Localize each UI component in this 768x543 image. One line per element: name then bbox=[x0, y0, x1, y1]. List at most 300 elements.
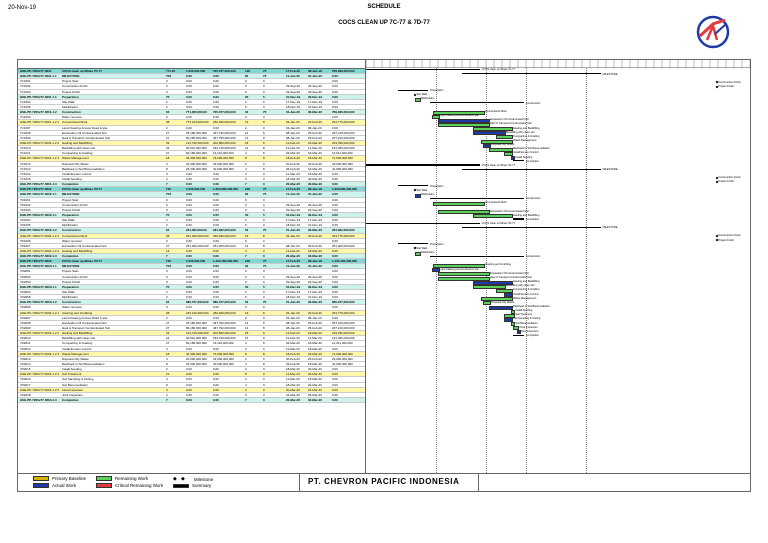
cell-n6: 0.00 bbox=[332, 125, 338, 130]
cell-n6: 0.00 bbox=[332, 377, 338, 382]
gantt-bar bbox=[462, 73, 601, 74]
cell-d1: 20-Mar-20 bbox=[286, 398, 301, 402]
cell-name: Completion bbox=[62, 182, 79, 187]
cell-id: 7D2003 bbox=[20, 279, 31, 284]
cell-n6: 880,077,000,000 bbox=[332, 300, 355, 305]
cell-d2: 08-Jan-18 bbox=[308, 187, 322, 192]
cell-n1: 27 bbox=[166, 320, 170, 325]
actual-swatch bbox=[33, 483, 49, 488]
cell-name: Site Walk bbox=[62, 99, 75, 104]
cell-name: Compacting & Grading bbox=[62, 341, 93, 346]
cell-n3: 0.00 bbox=[213, 202, 219, 207]
cell-d2: 20-Mar-20 bbox=[308, 176, 322, 181]
cell-d2: 25-Feb-20 bbox=[308, 130, 322, 135]
footer-divider bbox=[478, 474, 479, 491]
cell-n4: 2 bbox=[245, 290, 247, 295]
critical-swatch bbox=[96, 483, 112, 488]
gantt-bar-label: Completion bbox=[525, 334, 539, 337]
cell-n5: 0 bbox=[263, 176, 265, 181]
cell-d2: 25-Feb-20 bbox=[308, 135, 322, 140]
cell-n3: 260,929,000,000 bbox=[213, 233, 236, 238]
cell-n5: 0 bbox=[263, 367, 265, 372]
cell-d2: 18-Mar-20 bbox=[308, 248, 322, 253]
cell-name: Project Finish bbox=[62, 279, 81, 284]
cell-n1: 0 bbox=[166, 274, 168, 279]
cell-n2: 0.00 bbox=[186, 115, 192, 120]
cell-d2: 30-Mar-20 bbox=[308, 228, 323, 233]
cell-n4: 19 bbox=[245, 310, 249, 315]
cell-n1: 0 bbox=[166, 202, 168, 207]
cell-n4: 108 bbox=[245, 259, 251, 264]
cell-d1: 17-Dec-19 bbox=[286, 99, 301, 104]
cell-n6: 0.00 bbox=[332, 104, 338, 109]
cell-d1: 18-Feb-20 bbox=[286, 156, 300, 161]
cell-n4: 84 bbox=[245, 192, 249, 197]
cell-d2: 30-Mar-20 bbox=[308, 254, 323, 259]
cell-n2: 0.00 bbox=[186, 192, 192, 197]
gantt-bar-label: Install Seeding bbox=[515, 309, 533, 313]
cell-n4: 0 bbox=[245, 295, 247, 300]
gantt-bar-label: COCS clean up Minas 7C-77 bbox=[481, 68, 516, 72]
gantt-bar-label: Install Seeding bbox=[515, 155, 533, 159]
gantt-bar bbox=[398, 90, 429, 91]
gantt-bar-label: Soil Bioremediation bbox=[515, 321, 538, 325]
company-logo bbox=[695, 12, 733, 52]
cell-id: 7C1013 bbox=[20, 166, 31, 171]
cell-n5: 75 bbox=[263, 228, 267, 233]
legend-label: Primary Baseline bbox=[52, 476, 87, 481]
legend-summary bbox=[173, 483, 211, 488]
cell-d2: 20-Mar-20 bbox=[308, 372, 322, 377]
cell-n6: 0.00 bbox=[332, 182, 338, 187]
cell-name: Completion bbox=[62, 398, 79, 402]
cell-n3: 0.00 bbox=[213, 197, 219, 202]
cell-d2: 25-Feb-20 bbox=[308, 320, 322, 325]
cell-name: COCS clean up Minas 7D-77 bbox=[62, 259, 103, 264]
cell-id: 7D2004 bbox=[20, 290, 31, 295]
cell-n4: 8 bbox=[245, 156, 247, 161]
cell-n6: 0.00 bbox=[332, 290, 338, 295]
cell-n3: 705,077,000,000 bbox=[213, 69, 236, 73]
cell-d2: 18-Mar-20 bbox=[308, 140, 322, 145]
cell-n2: 26,300,000,000 bbox=[186, 166, 207, 171]
cell-d1: 11-Feb-20 bbox=[286, 146, 300, 151]
cell-name: Mobilization bbox=[62, 223, 78, 228]
cell-n4: 12 bbox=[245, 336, 249, 341]
cell-d1: 01-Jan-20 bbox=[286, 110, 300, 115]
cell-id: 7C1007 bbox=[20, 125, 31, 130]
cell-n6: 0.00 bbox=[332, 248, 338, 253]
cell-n5: 8 bbox=[263, 362, 265, 367]
cell-d1: 11-Feb-20 bbox=[286, 336, 300, 341]
gantt-bar-label: Mobilization bbox=[420, 97, 435, 101]
cell-n6: 0.00 bbox=[332, 79, 338, 84]
cell-name: Joint Inspection bbox=[62, 392, 83, 397]
gantt-bar-label: Backfilling with clean soil bbox=[505, 130, 535, 134]
gantt-bar-label: Conventional Work bbox=[484, 201, 507, 205]
cell-id: 7D2006 bbox=[20, 305, 31, 310]
cell-d1: 29-Sep-20 bbox=[286, 89, 301, 94]
cell-n6: 0.00 bbox=[332, 94, 338, 99]
cell-n5: 8 bbox=[263, 331, 265, 336]
cell-name: Water removal bbox=[62, 305, 82, 310]
cell-n1: 2 bbox=[166, 295, 168, 300]
gantt-bar-label: Construction Finish bbox=[718, 80, 741, 84]
cell-n1: 753 bbox=[166, 74, 172, 79]
cell-d1: 17-Feb-20 bbox=[286, 259, 301, 264]
cell-n2: 26,300,000,000 bbox=[186, 362, 207, 367]
cell-name: Project Start bbox=[62, 79, 79, 84]
cell-n2: 00,510,000,000 bbox=[186, 146, 207, 151]
cell-n1: 64 bbox=[166, 110, 170, 115]
cell-n1: 4 bbox=[166, 356, 168, 361]
cell-n6: 0.00 bbox=[332, 387, 338, 392]
cell-id: 7D2013 bbox=[20, 356, 31, 361]
cell-n5: 8 bbox=[263, 140, 265, 145]
cell-n5: 0 bbox=[263, 346, 265, 351]
cell-n5: 0 bbox=[263, 295, 265, 300]
cell-n5: 0 bbox=[263, 207, 265, 212]
cell-id: 7C1008 bbox=[20, 130, 31, 135]
cell-id: HSE-PP-7200x77-0003-1.2.5 bbox=[20, 387, 60, 392]
cell-n2: 80,180,000,000 bbox=[186, 326, 207, 331]
cell-n2: 0.00 bbox=[186, 290, 192, 295]
cell-n1: 27 bbox=[166, 130, 170, 135]
cell-d2: 18-Mar-20 bbox=[308, 351, 322, 356]
cell-n4: 0 bbox=[245, 392, 247, 397]
cell-id: 7D2012 bbox=[20, 346, 31, 351]
cell-name: Backhaul to Soil Bioremediation bbox=[62, 362, 105, 367]
cell-n2: 263,120,000,000 bbox=[186, 310, 209, 315]
cell-n4: 14 bbox=[245, 243, 249, 248]
legend-milestone bbox=[173, 476, 213, 482]
cell-n4: 8 bbox=[245, 351, 247, 356]
gantt-bar bbox=[430, 198, 524, 199]
cell-n6: 0.00 bbox=[332, 207, 338, 212]
cell-d2: 29-Sep-20 bbox=[308, 207, 323, 212]
cell-n6: 267,210,000,000 bbox=[332, 130, 355, 135]
cell-d1: 11-Feb-20 bbox=[286, 248, 300, 253]
cell-id: HSE-PP-7200x77-0003-1.1 bbox=[20, 264, 57, 269]
cell-name: Land Clearing Access Road & site bbox=[62, 125, 108, 130]
gantt-timescale bbox=[366, 60, 750, 68]
gantt-bar-label: Preparation bbox=[430, 184, 444, 188]
gantt-bar-label: COCS clean up Minas 7D-77 bbox=[481, 221, 516, 225]
cell-n2: 0.00 bbox=[186, 197, 192, 202]
cell-n1: 27 bbox=[166, 135, 170, 140]
cell-n2: 0.00 bbox=[186, 79, 192, 84]
cell-n5: 75 bbox=[263, 74, 267, 79]
cell-d1: 11-Mar-20 bbox=[286, 377, 300, 382]
cell-n2: 0.00 bbox=[186, 218, 192, 223]
cell-n1: 13 bbox=[166, 248, 170, 253]
cell-n4: 0 bbox=[245, 223, 247, 228]
cell-n3: 0.00 bbox=[213, 79, 219, 84]
cell-name: Install Seeding bbox=[62, 176, 82, 181]
cell-n3: 0.00 bbox=[213, 269, 219, 274]
cell-d2: 20-Feb-20 bbox=[308, 233, 322, 238]
cell-n4: 4 bbox=[245, 248, 247, 253]
cell-name: Final Inspection bbox=[62, 387, 84, 392]
cell-n4: 18 bbox=[245, 140, 249, 145]
gantt-bar-label: Construction bbox=[525, 101, 541, 105]
cell-n5: 0 bbox=[263, 161, 265, 166]
cell-name: Excavation Oil Contaminated Soil bbox=[62, 320, 107, 325]
cell-d1: 01-Dec-19 bbox=[286, 94, 301, 99]
cell-n4: 7 bbox=[245, 254, 247, 259]
cell-id: HSE-PP-7200x77-0001-1.2 bbox=[20, 110, 57, 115]
cell-id: 7D2018 bbox=[20, 392, 31, 397]
cell-n5: 0 bbox=[263, 398, 265, 402]
cell-id: 7D1007 bbox=[20, 243, 31, 248]
cell-n1: 18 bbox=[166, 156, 170, 161]
cell-n3: 0.00 bbox=[213, 192, 219, 197]
cell-name: MILESTONE bbox=[62, 264, 80, 269]
cell-name: Backfilling with clean soil bbox=[62, 336, 96, 341]
cell-name: Soil Sampling & Testing bbox=[62, 377, 94, 382]
cell-n6: 267,210,000,000 bbox=[332, 326, 355, 331]
cell-n6: 0.00 bbox=[332, 115, 338, 120]
cell-n6: 0.00 bbox=[332, 218, 338, 223]
cell-n3: 0.00 bbox=[213, 254, 219, 259]
cell-n1: 24 bbox=[166, 146, 170, 151]
cell-n5: 0 bbox=[263, 290, 265, 295]
cell-n3: 0.00 bbox=[213, 248, 219, 253]
cell-n2: 0.00 bbox=[186, 207, 192, 212]
cell-n5: 75 bbox=[263, 187, 267, 192]
cell-n4: 0 bbox=[245, 104, 247, 109]
cell-n5: 0 bbox=[263, 392, 265, 397]
cell-n2: 0.00 bbox=[186, 212, 192, 217]
cell-id: 7D1004 bbox=[20, 218, 31, 223]
cell-name: Construction bbox=[62, 228, 81, 233]
cell-n1: 2 bbox=[166, 104, 168, 109]
cell-n2: 0.00 bbox=[186, 392, 192, 397]
activity-rows bbox=[18, 69, 365, 403]
cell-d1: 08-Jan-20 bbox=[286, 243, 300, 248]
gantt-bar-label: Construction bbox=[525, 255, 541, 259]
cell-d2: 21-Dec-19 bbox=[308, 104, 323, 109]
cell-id: HSE-PP-7200x77-0001-1.1 bbox=[20, 94, 57, 99]
cell-name: Project Start bbox=[62, 197, 79, 202]
cell-n6: 191,325,000,000 bbox=[332, 336, 355, 341]
cell-n1: 0 bbox=[166, 79, 168, 84]
cell-name: Construction Finish bbox=[62, 84, 88, 89]
cell-n2: 0.00 bbox=[186, 305, 192, 310]
cell-name: Backfilling with clean soil bbox=[62, 146, 96, 151]
gantt-bar-label: Mobilization bbox=[420, 192, 435, 196]
cell-id: HSE-PP-7200x77-0002-1.2.2 bbox=[20, 248, 60, 253]
cell-n6: 769,936,000,000 bbox=[332, 110, 355, 115]
cell-n2: 0.00 bbox=[186, 279, 192, 284]
cell-d2: 29-Sep-20 bbox=[308, 279, 323, 284]
cell-d1: 18-Mar-20 bbox=[286, 382, 300, 387]
cell-d2: 30-Dec-19 bbox=[308, 212, 323, 217]
cell-n5: 8 bbox=[263, 351, 265, 356]
cell-n4: 0 bbox=[245, 197, 247, 202]
cell-n5: 8 bbox=[263, 310, 265, 315]
cell-n5: 0 bbox=[263, 305, 265, 310]
cell-id: 7D2005 bbox=[20, 295, 31, 300]
cell-n2: 0.00 bbox=[186, 377, 192, 382]
cell-id: 7C1004 bbox=[20, 99, 31, 104]
cell-d1: 11-Mar-20 bbox=[286, 171, 300, 176]
cell-id: 7C1003 bbox=[20, 89, 31, 94]
cell-n4: 2 bbox=[245, 387, 247, 392]
cell-n3: 0.00 bbox=[213, 274, 219, 279]
cell-n5: 5 bbox=[263, 284, 265, 289]
cell-id: 7D2008 bbox=[20, 320, 31, 325]
cell-id: 7C1002 bbox=[20, 84, 31, 89]
cell-n1: 27 bbox=[166, 151, 170, 156]
cell-n1: 4 bbox=[166, 161, 168, 166]
cell-n1: 753 bbox=[166, 264, 172, 269]
cell-name: Disposal Oily Waste bbox=[62, 161, 89, 166]
gantt-bar-label: Conventional Work bbox=[484, 109, 507, 113]
gantt-bar bbox=[430, 256, 524, 257]
cell-n3: 0.00 bbox=[213, 346, 219, 351]
cell-name: Water removal bbox=[62, 238, 82, 243]
cell-n5: 0 bbox=[263, 238, 265, 243]
cell-n2: 0.00 bbox=[186, 171, 192, 176]
cell-n1: 2 bbox=[166, 367, 168, 372]
cell-id: 7C1009 bbox=[20, 135, 31, 140]
cell-n3: 260,929,000,000 bbox=[213, 310, 236, 315]
cell-n4: 64 bbox=[245, 228, 249, 233]
cell-d2: 08-Jan-18 bbox=[308, 259, 322, 264]
cell-n1: 0 bbox=[166, 269, 168, 274]
cell-id: HSE-PP-7200x77-0003-1.2.4 bbox=[20, 372, 60, 377]
cell-n5: 8 bbox=[263, 233, 265, 238]
cell-n4: 0 bbox=[245, 176, 247, 181]
cell-n6: 1,100,160,000,000 bbox=[332, 259, 358, 264]
gantt-bar-label: Excavation Oil Contaminated Soil bbox=[490, 118, 529, 122]
gantt-bar-label: Clearing and Grubbing bbox=[484, 263, 511, 267]
cell-n4: 0 bbox=[245, 367, 247, 372]
cell-n1: 4 bbox=[166, 387, 168, 392]
cell-n1: 38 bbox=[166, 120, 170, 125]
cell-n3: 705,077,000,000 bbox=[213, 110, 236, 115]
cell-n2: 0.00 bbox=[186, 372, 192, 377]
gantt-bar-label: Project Finish bbox=[718, 85, 735, 88]
cell-d1: 29-Sep-20 bbox=[286, 84, 301, 89]
cell-d1: 11-Feb-20 bbox=[286, 331, 300, 336]
gantt-bar bbox=[489, 306, 513, 310]
cell-n4: 64 bbox=[245, 300, 249, 305]
cell-n5: 0 bbox=[263, 248, 265, 253]
cell-n2: 0.00 bbox=[186, 346, 192, 351]
gantt-bar-label: Excavation Oil Contaminated Soil bbox=[490, 271, 529, 275]
cell-n3: 0.00 bbox=[213, 372, 219, 377]
cell-n6: 0.00 bbox=[332, 274, 338, 279]
cell-n6: 71,900,000,000 bbox=[332, 156, 353, 161]
cell-n5: 8 bbox=[263, 130, 265, 135]
cell-d1: 17-Dec-19 bbox=[286, 218, 301, 223]
cell-n5: 8 bbox=[263, 120, 265, 125]
cell-n3: 0.00 bbox=[213, 89, 219, 94]
cell-n6: 0.00 bbox=[332, 171, 338, 176]
cell-n1: 8 bbox=[166, 166, 168, 171]
cell-d2: 29-Sep-20 bbox=[308, 84, 323, 89]
cell-n2: 143,720,000,000 bbox=[186, 331, 209, 336]
cell-d2: 17-Dec-19 bbox=[308, 99, 323, 104]
cell-n6: 0.00 bbox=[332, 212, 338, 217]
cell-n2: 0.00 bbox=[186, 104, 192, 109]
cell-d2: 08-Jan-20 bbox=[308, 315, 322, 320]
cell-n2: 1,000,000,000 bbox=[186, 187, 206, 192]
cell-n2: 0.00 bbox=[186, 254, 192, 259]
cell-n1: 2 bbox=[166, 315, 168, 320]
gantt-bar-label: Site Walk bbox=[416, 246, 428, 250]
cell-n4: 14 bbox=[245, 320, 249, 325]
gantt-bar-label: Backhaul to Soil Bioremediation bbox=[513, 147, 550, 151]
cell-d2: 29-Sep-20 bbox=[308, 274, 323, 279]
cell-n6: 12,011,000,000 bbox=[332, 341, 353, 346]
cell-n2: 25,180,000,000 bbox=[186, 130, 207, 135]
cell-n2: 143,720,000,000 bbox=[186, 140, 209, 145]
gantt-bar-label: Land Clearing Access Road & site bbox=[439, 114, 479, 118]
cell-n2: 771,000,000,00 bbox=[186, 110, 207, 115]
cell-n5: 8 bbox=[263, 135, 265, 140]
cell-n3: 251,000,000,000 bbox=[213, 243, 236, 248]
cell-d2: 20-Mar-20 bbox=[308, 367, 322, 372]
gantt-bar-label: Soil Treatment bbox=[515, 313, 533, 317]
cell-n2: 0.00 bbox=[186, 74, 192, 79]
cell-id: HSE-PP-7200x77-0001-1.2.1 bbox=[20, 120, 60, 125]
cell-d2: 30-Dec-19 bbox=[308, 94, 323, 99]
cell-n3: 184,720,000,000 bbox=[213, 336, 236, 341]
cell-n6: 267,210,000,000 bbox=[332, 135, 355, 140]
cell-n6: 0.00 bbox=[332, 392, 338, 397]
cell-name: Water removal bbox=[62, 115, 82, 120]
gantt-bar-label: Construction Finish bbox=[718, 234, 741, 238]
cell-n3: 0.00 bbox=[213, 367, 219, 372]
cell-n5: 75 bbox=[263, 264, 267, 269]
cell-n3: 73,000,000,000 bbox=[213, 351, 234, 356]
gantt-bar-label: Backfilling with clean soil bbox=[505, 284, 535, 288]
cell-n5: 0 bbox=[263, 269, 265, 274]
cell-n1: 27 bbox=[166, 341, 170, 346]
cell-n5: 0 bbox=[263, 274, 265, 279]
cell-n6: 0.00 bbox=[332, 223, 338, 228]
gantt-bar-label: MILESTONE bbox=[602, 72, 618, 76]
cell-n6: 0.00 bbox=[332, 284, 338, 289]
table-header bbox=[18, 60, 365, 69]
cell-n5: 0 bbox=[263, 89, 265, 94]
gantt-bar bbox=[473, 214, 513, 218]
cell-d2: 30-Mar-20 bbox=[308, 182, 323, 187]
cell-n2: 0.00 bbox=[186, 264, 192, 269]
cell-n2: 25,180,000,000 bbox=[186, 320, 207, 325]
cell-n6: 29,000,000,000 bbox=[332, 161, 353, 166]
cell-n5: 0 bbox=[263, 279, 265, 284]
cell-name: Construction bbox=[62, 300, 81, 305]
cell-id: HSE-PP-7200x77-0003-1.1 bbox=[20, 284, 57, 289]
cell-n5: 75 bbox=[263, 259, 267, 264]
cell-n4: 0 bbox=[245, 202, 247, 207]
cell-n5: 0 bbox=[263, 171, 265, 176]
gantt-bar-label: Haul & Transport Contaminated Soil bbox=[490, 275, 532, 279]
milestone-diamond-icon: ◆ ◆ bbox=[173, 476, 185, 482]
cell-d1: 08-Jan-20 bbox=[286, 130, 300, 135]
cell-n1: 0 bbox=[166, 115, 168, 120]
report-subtitle: COCS CLEAN UP 7C-77 & 7D-77 bbox=[338, 20, 430, 26]
cell-d1: 11-Jun-20 bbox=[286, 192, 300, 197]
cell-id: 7C1014 bbox=[20, 171, 31, 176]
cell-n2: 0.00 bbox=[186, 182, 192, 187]
cell-id: 7D1005 bbox=[20, 223, 31, 228]
cell-n4: 19 bbox=[245, 233, 249, 238]
